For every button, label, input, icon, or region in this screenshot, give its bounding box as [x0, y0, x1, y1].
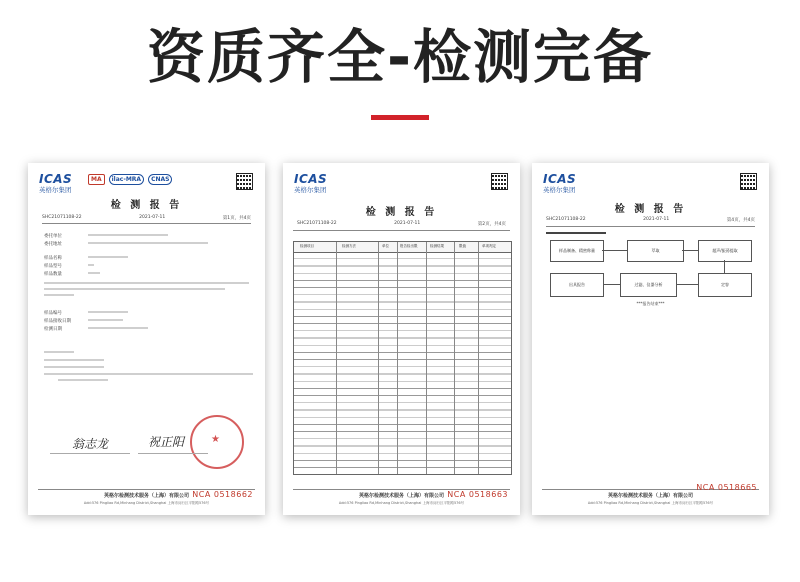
footer-company: 英格尔检测技术服务（上海）有限公司 — [607, 493, 693, 499]
title-underline — [371, 115, 429, 120]
nca-number: NCA 0518665 — [696, 483, 757, 492]
field-label: 样品编号 — [44, 311, 62, 316]
footer-company: 英格尔检测技术服务（上海）有限公司 — [358, 493, 444, 499]
flow-step: 出具报告 — [550, 273, 604, 297]
report-page-3[interactable] — [532, 163, 769, 515]
flow-step: 萃取 — [627, 240, 684, 262]
field-label: 委托地址 — [44, 242, 62, 247]
field-label: 样品接收日期 — [44, 319, 71, 324]
qr-code-icon — [740, 173, 757, 190]
field-label: 样品名称 — [44, 256, 62, 261]
flow-step: 过滤、仪器分析 — [620, 273, 677, 297]
flow-step: 超声/振荡提取 — [698, 240, 752, 262]
report-heading: 检 测 报 告 — [110, 200, 183, 211]
report-meta: SHC21071108-22 2021-07-11 第2页，共4页 — [297, 221, 506, 227]
report-page-1[interactable] — [28, 163, 265, 515]
page-title: 资质齐全-检测完备 — [146, 23, 654, 91]
footer-company: 英格尔检测技术服务（上海）有限公司 — [103, 493, 189, 499]
nca-number: NCA 0518663 — [447, 490, 508, 499]
icas-logo: ICAS 英格尔集团 — [39, 172, 73, 194]
nca-number: NCA 0518662 — [192, 490, 253, 499]
results-table — [293, 241, 512, 475]
signature-right: 祝正阳 — [148, 435, 185, 449]
ilac-logo: ilac-MRA — [109, 174, 144, 185]
report-meta: SHC21071108-22 2021-07-11 第4页，共4页 — [546, 217, 755, 223]
icas-logo: ICAS 英格尔集团 — [543, 172, 577, 194]
icas-logo: ICAS 英格尔集团 — [294, 172, 328, 194]
footer-address: Add:576 Pingliao Rd,Minhang District,Shanghai 上海市闵行区平阳路576号 — [83, 501, 210, 505]
field-label: 检测日期 — [44, 327, 62, 332]
field-label: 样品数量 — [44, 272, 62, 277]
flow-step: 样品制备、精密称量 — [550, 240, 604, 262]
report-end-note: ***报告结束*** — [636, 301, 665, 306]
field-label: 样品型号 — [44, 264, 62, 269]
cnas-logo: CNAS — [148, 174, 172, 185]
certification-logos — [88, 174, 172, 185]
table-header: 检测项目 检测方法 单位 报告检出限 检测结果 限值 单项判定 — [294, 242, 511, 253]
qr-code-icon — [491, 173, 508, 190]
report-heading: 检 测 报 告 — [614, 204, 687, 215]
report-heading: 检 测 报 告 — [365, 207, 438, 218]
signature-left: 翁志龙 — [72, 437, 109, 451]
report-page-2[interactable] — [283, 163, 520, 515]
footer-address: Add:576 Pingliao Rd,Minhang District,Shanghai 上海市闵行区平阳路576号 — [338, 501, 465, 505]
ma-logo: MA — [88, 174, 105, 185]
official-seal: ★ — [190, 415, 244, 469]
report-meta: SHC21071108-22 2021-07-11 第1页，共4页 — [42, 215, 251, 221]
footer-address: Add:576 Pingliao Rd,Minhang District,Shanghai 上海市闵行区平阳路576号 — [587, 501, 714, 505]
qr-code-icon — [236, 173, 253, 190]
field-label: 委托单位 — [44, 234, 62, 239]
flow-step: 定容 — [698, 273, 752, 297]
